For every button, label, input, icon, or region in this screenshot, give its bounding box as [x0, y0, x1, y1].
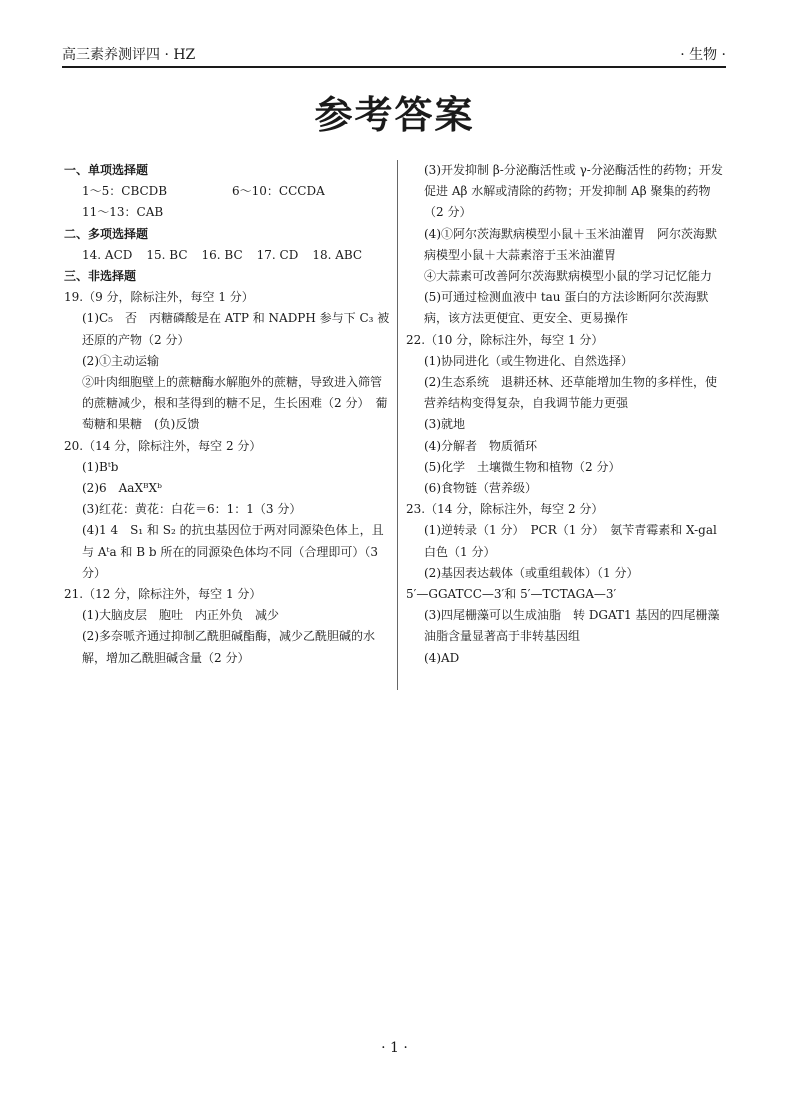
- section-multi-choice: 二、多项选择题: [64, 226, 149, 241]
- answer-17: 17. CD: [256, 247, 299, 262]
- page-header: [62, 44, 726, 66]
- q21-part-4a: (4)①阿尔茨海默病模型小鼠＋玉米油灌胃 阿尔茨海默病模型小鼠＋大蒜素溶于玉米油灌胃: [424, 226, 718, 262]
- q20-part-4: (4)1 4 S₁ 和 S₂ 的抗虫基因位于两对同源染色体上，且与 Aᵗa 和 B b 所在的同源染色体均不同（合理即可）（3 分）: [82, 523, 384, 580]
- section-non-choice: 三、非选择题: [64, 269, 137, 284]
- q21-part-5: (5)可通过检测血液中 tau 蛋白的方法诊断阿尔茨海默病，该方法更便宜、更安全、更易操作: [424, 290, 709, 326]
- answer-row-1: [64, 181, 390, 202]
- q23-part-2b: 5′—GGATCC—3′和 5′—TCTAGA—3′: [406, 587, 617, 602]
- q22-part-1: (1)协同进化（或生物进化、自然选择）: [424, 353, 633, 368]
- q19-part-2a: (2)①主动运输: [82, 353, 159, 368]
- q21-part-3: (3)开发抑制 β-分泌酶活性或 γ-分泌酶活性的药物；开发促进 Aβ 水解或清除的药物；开发抑制 Aβ 聚集的药物（2 分）: [424, 163, 723, 220]
- q23-heading: 23.（14 分，除标注外，每空 2 分）: [406, 502, 604, 517]
- column-divider: [397, 160, 398, 690]
- q23-part-2a: (2)基因表达载体（或重组载体）（1 分）: [424, 565, 639, 580]
- q19-part-2b: ②叶肉细胞壁上的蔗糖酶水解胞外的蔗糖，导致进入筛管的蔗糖减少，根和茎得到的糖不足，生长困难（2 分） 葡萄糖和果糖 (负)反馈: [82, 375, 388, 432]
- section-single-choice: 一、单项选择题: [64, 163, 149, 177]
- q23-part-4: (4)AD: [424, 650, 460, 665]
- multi-answers: [64, 245, 390, 266]
- header-right: · 生物 ·: [680, 47, 726, 63]
- q23-part-3: (3)四尾栅藻可以生成油脂 转 DGAT1 基因的四尾栅藻油脂含量显著高于非转基因组: [424, 608, 720, 644]
- answer-11-13: 11～13：CAB: [82, 205, 164, 220]
- q22-part-3: (3)就地: [424, 417, 465, 432]
- q22-part-6: (6)食物链（营养级）: [424, 481, 537, 496]
- answer-18: 18. ABC: [312, 247, 363, 262]
- q19-part-1: (1)C₅ 否 丙糖磷酸是在 ATP 和 NADPH 参与下 C₃ 被还原的产物（2 分）: [82, 311, 390, 347]
- q20-part-3: (3)红花：黄花：白花＝6：1：1（3 分）: [82, 502, 302, 517]
- answer-1-5: 1～5：CBCDB: [82, 184, 168, 199]
- q22-part-2: (2)生态系统 退耕还林、还草能增加生物的多样性，使营养结构变得复杂，自我调节能力更强: [424, 375, 718, 411]
- answer-6-10: 6～10：CCCDA: [232, 184, 325, 199]
- page-number: · 1 ·: [381, 1040, 408, 1056]
- right-column: [406, 160, 728, 669]
- q22-part-5: (5)化学 土壤微生物和植物（2 分）: [424, 459, 621, 474]
- q19-heading: 19.（9 分，除标注外，每空 1 分）: [64, 290, 254, 305]
- q22-heading: 22.（10 分，除标注外，每空 1 分）: [406, 332, 604, 347]
- left-column: [64, 160, 390, 669]
- q20-part-1: (1)Bᵗb: [82, 459, 119, 474]
- answer-14: 14. ACD: [82, 247, 133, 262]
- q23-part-1: (1)逆转录（1 分） PCR（1 分） 氨苄青霉素和 X-gal 白色（1 分）: [424, 523, 729, 559]
- q21-part-4b: ④大蒜素可改善阿尔茨海默病模型小鼠的学习记忆能力: [424, 269, 713, 284]
- page-title: 参考答案: [314, 93, 475, 137]
- q22-part-4: (4)分解者 物质循环: [424, 438, 537, 453]
- answer-16: 16. BC: [201, 247, 243, 262]
- q21-part-1: (1)大脑皮层 胞吐 内正外负 减少: [82, 608, 279, 623]
- q20-heading: 20.（14 分，除标注外，每空 2 分）: [64, 438, 262, 453]
- header-rule: [62, 66, 726, 68]
- q21-part-2: (2)多奈哌齐通过抑制乙酰胆碱酯酶，减少乙酰胆碱的水解，增加乙酰胆碱含量（2 分）: [82, 629, 376, 665]
- answer-15: 15. BC: [146, 247, 188, 262]
- q21-heading: 21.（12 分，除标注外，每空 1 分）: [64, 587, 262, 602]
- q20-part-2: (2)6 AaXᴮXᵇ: [82, 481, 162, 496]
- header-left: 高三素养测评四 · HZ: [62, 47, 196, 63]
